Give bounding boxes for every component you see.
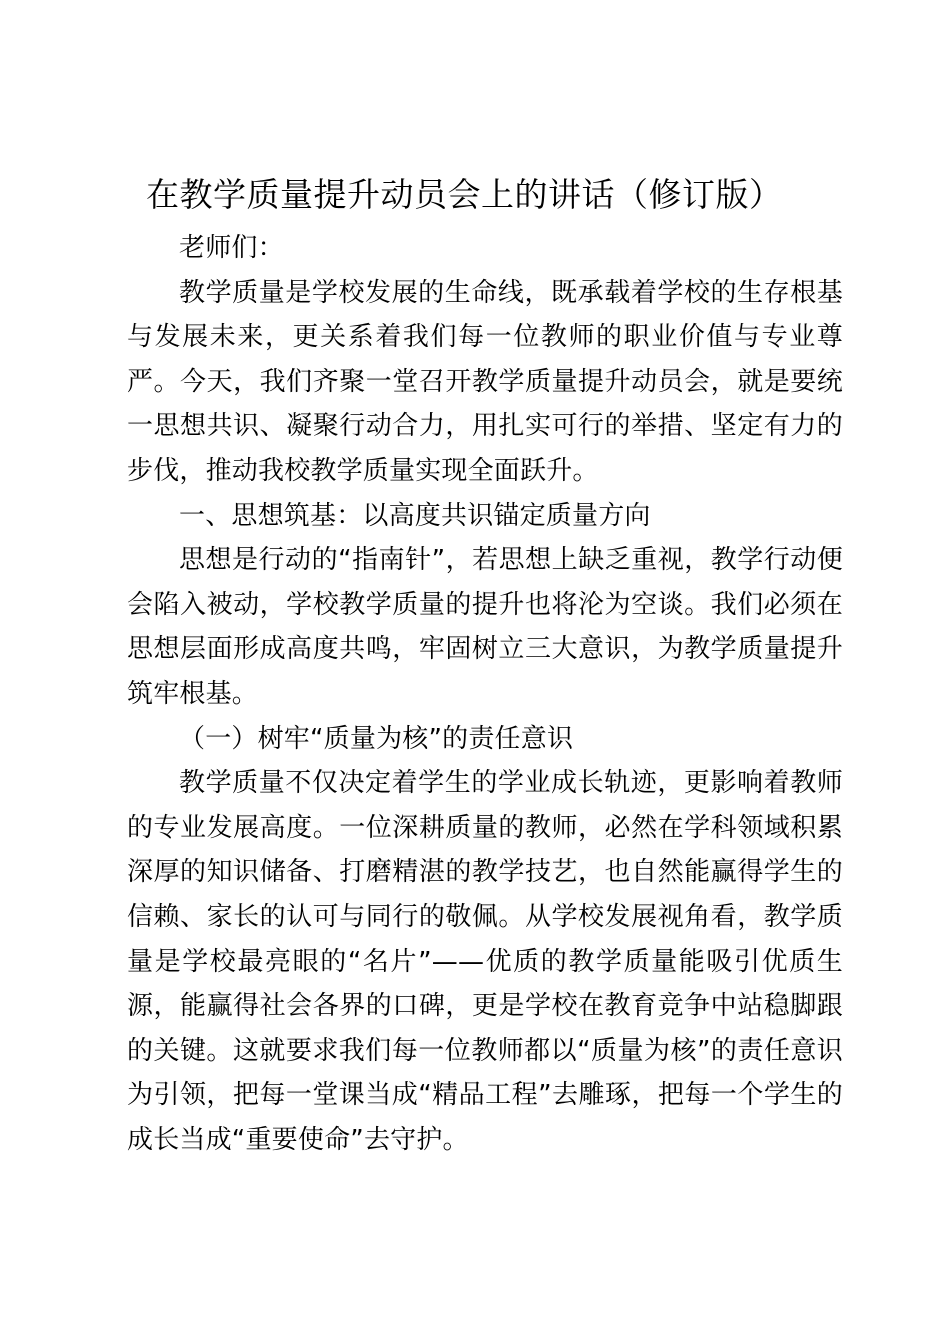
document-body — [127, 226, 843, 1162]
body-paragraph: 教学质量不仅决定着学生的学业成长轨迹，更影响着教师的专业发展高度。一位深耕质量的教师，必然在学科领域积累深厚的知识储备、打磨精湛的教学技艺，也自然能赢得学生的信赖、家长的认可与同行的敬佩。从学校发展视角看，教学质量是学校最亮眼的“名片”——优质的教学质量能吸引优质生源，能赢得社会各界的口碑，更是学校在教育竞争中站稳脚跟的关键。这就要求我们每一位教师都以“质量为核”的责任意识为引领，把每一堂课当成“精品工程”去雕琢，把每一个学生的成长当成“重要使命”去守护。 — [127, 768, 843, 1155]
subsection-heading: （一）树牢“质量为核”的责任意识 — [179, 723, 574, 754]
body-paragraph: 思想是行动的“指南针”，若思想上缺乏重视，教学行动便会陷入被动，学校教学质量的提升也将沦为空谈。我们必须在思想层面形成高度共鸣，牢固树立三大意识，为教学质量提升筑牢根基。 — [127, 545, 843, 709]
document-title: 在教学质量提升动员会上的讲话（修订版） — [146, 175, 783, 214]
body-paragraph: 教学质量是学校发展的生命线，既承载着学校的生存根基与发展未来，更关系着我们每一位教师的职业价值与专业尊严。今天，我们齐聚一堂召开教学质量提升动员会，就是要统一思想共识、凝聚行动合力，用扎实可行的举措、坚定有力的步伐，推动我校教学质量实现全面跃升。 — [127, 277, 843, 486]
salutation: 老师们： — [179, 233, 284, 263]
section-heading: 一、思想筑基：以高度共识锚定质量方向 — [179, 500, 651, 531]
